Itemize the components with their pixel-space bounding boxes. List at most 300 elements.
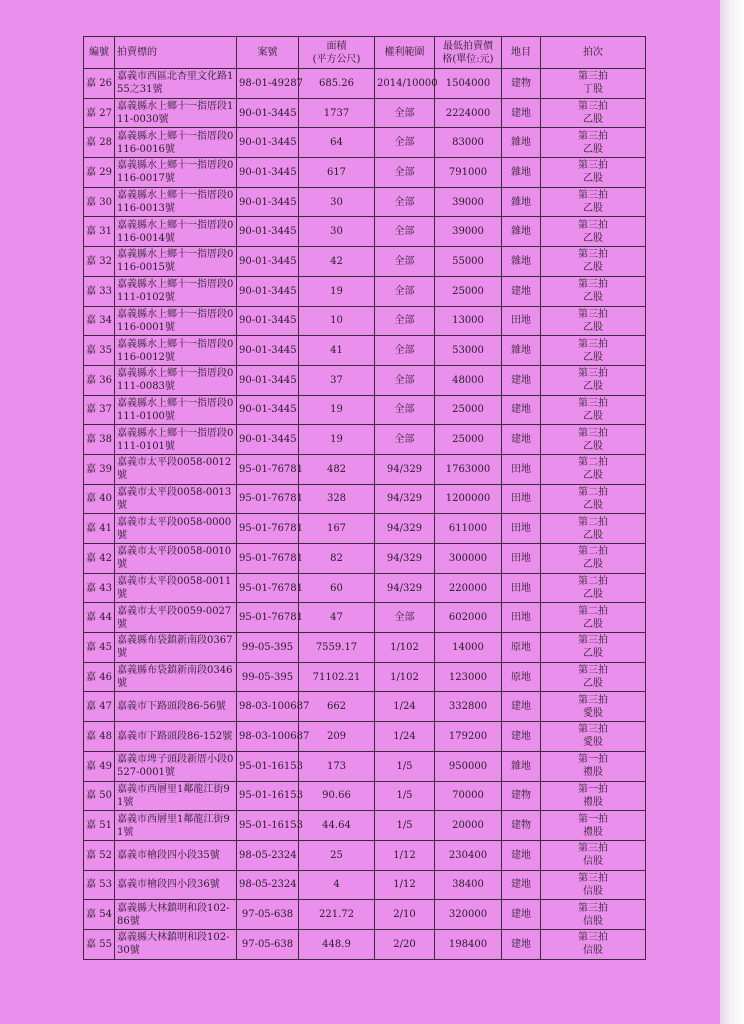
rights-scope: 94/329 (375, 454, 435, 484)
lot-number: 嘉 34 (84, 306, 115, 336)
area-value: 30 (299, 217, 375, 247)
court-division: 乙股 (583, 529, 603, 541)
lot-number: 嘉 30 (84, 187, 115, 217)
case-number: 95-01-16153 (237, 781, 299, 811)
table-row (84, 840, 646, 870)
court-division: 乙股 (583, 678, 603, 690)
rights-scope: 全部 (375, 306, 435, 336)
case-number: 98-01-49287 (237, 69, 299, 99)
header-row (84, 37, 646, 69)
round-label: 第三拍 (578, 694, 608, 706)
land-category: 田地 (502, 514, 541, 544)
round-label: 第三拍 (578, 130, 608, 142)
table-row (84, 722, 646, 752)
auction-round (541, 870, 646, 900)
auction-round (541, 217, 646, 247)
rights-scope: 1/102 (375, 662, 435, 692)
table-row (84, 365, 646, 395)
court-division: 乙股 (583, 321, 603, 333)
table-row (84, 217, 646, 247)
area-value: 662 (299, 692, 375, 722)
header-target: 拍賣標的 (115, 37, 237, 69)
rights-scope: 94/329 (375, 514, 435, 544)
case-number: 98-03-100687 (237, 722, 299, 752)
case-number: 90-01-3445 (237, 217, 299, 247)
court-division: 乙股 (583, 648, 603, 660)
rights-scope: 94/329 (375, 484, 435, 514)
auction-target: 嘉義縣水上鄉十一指厝段0116-0013號 (115, 187, 237, 217)
auction-round (541, 929, 646, 959)
table-row (84, 514, 646, 544)
auction-round (541, 781, 646, 811)
rights-scope: 全部 (375, 158, 435, 188)
lot-number: 嘉 36 (84, 365, 115, 395)
lot-number: 嘉 31 (84, 217, 115, 247)
minimum-price: 20000 (435, 811, 502, 841)
auction-round (541, 454, 646, 484)
table-row (84, 544, 646, 574)
case-number: 95-01-76781 (237, 544, 299, 574)
round-label: 第三拍 (578, 872, 608, 884)
auction-round (541, 692, 646, 722)
auction-table (83, 36, 646, 960)
round-label: 第三拍 (578, 71, 608, 83)
rights-scope: 全部 (375, 425, 435, 455)
land-category: 建地 (502, 98, 541, 128)
auction-round (541, 306, 646, 336)
round-label: 第三拍 (578, 843, 608, 855)
land-category: 原地 (502, 633, 541, 663)
rights-scope: 94/329 (375, 544, 435, 574)
area-value: 167 (299, 514, 375, 544)
court-division: 乙股 (583, 589, 603, 601)
rights-scope: 全部 (375, 336, 435, 366)
table-row (84, 128, 646, 158)
area-value: 41 (299, 336, 375, 366)
lot-number: 嘉 54 (84, 900, 115, 930)
auction-round (541, 484, 646, 514)
header-area: 面積 (平方公尺) (299, 37, 375, 69)
auction-round (541, 603, 646, 633)
court-division: 乙股 (583, 232, 603, 244)
rights-scope: 全部 (375, 276, 435, 306)
court-division: 乙股 (583, 470, 603, 482)
auction-round (541, 633, 646, 663)
auction-target: 嘉義縣布袋鎮新南段0346號 (115, 662, 237, 692)
lot-number: 嘉 38 (84, 425, 115, 455)
header-price: 最低拍賣價 格(單位:元) (435, 37, 502, 69)
lot-number: 嘉 44 (84, 603, 115, 633)
round-label: 第一拍 (578, 783, 608, 795)
lot-number: 嘉 55 (84, 929, 115, 959)
area-value: 617 (299, 158, 375, 188)
lot-number: 嘉 49 (84, 751, 115, 781)
auction-target: 嘉義縣水上鄉十一指厝段0116-0016號 (115, 128, 237, 158)
table-row (84, 692, 646, 722)
round-label: 第二拍 (578, 516, 608, 528)
lot-number: 嘉 41 (84, 514, 115, 544)
auction-target: 嘉義市埤子頭段新厝小段0527-0001號 (115, 751, 237, 781)
round-label: 第三拍 (578, 160, 608, 172)
land-category: 建地 (502, 692, 541, 722)
area-value: 19 (299, 276, 375, 306)
auction-round (541, 158, 646, 188)
land-category: 建地 (502, 840, 541, 870)
court-division: 乙股 (583, 351, 603, 363)
lot-number: 嘉 50 (84, 781, 115, 811)
round-label: 第三拍 (578, 368, 608, 380)
minimum-price: 38400 (435, 870, 502, 900)
round-label: 第三拍 (578, 190, 608, 202)
case-number: 95-01-76781 (237, 484, 299, 514)
round-label: 第三拍 (578, 101, 608, 113)
table-row (84, 425, 646, 455)
minimum-price: 123000 (435, 662, 502, 692)
court-division: 信股 (583, 856, 603, 868)
auction-target: 嘉義市太平段0058-0013號 (115, 484, 237, 514)
rights-scope: 2/10 (375, 900, 435, 930)
court-division: 禮股 (583, 826, 603, 838)
rights-scope: 1/12 (375, 840, 435, 870)
land-category: 建地 (502, 722, 541, 752)
land-category: 雜地 (502, 247, 541, 277)
case-number: 95-01-16153 (237, 811, 299, 841)
area-value: 90.66 (299, 781, 375, 811)
paper-edge (720, 0, 744, 1024)
area-value: 482 (299, 454, 375, 484)
case-number: 90-01-3445 (237, 187, 299, 217)
table-row (84, 247, 646, 277)
area-value: 82 (299, 544, 375, 574)
case-number: 90-01-3445 (237, 128, 299, 158)
lot-number: 嘉 39 (84, 454, 115, 484)
auction-round (541, 128, 646, 158)
area-value: 47 (299, 603, 375, 633)
land-category: 雜地 (502, 217, 541, 247)
court-division: 乙股 (583, 173, 603, 185)
area-value: 685.26 (299, 69, 375, 99)
court-division: 乙股 (583, 143, 603, 155)
table-row (84, 811, 646, 841)
rights-scope: 全部 (375, 128, 435, 158)
lot-number: 嘉 45 (84, 633, 115, 663)
case-number: 90-01-3445 (237, 98, 299, 128)
auction-target: 嘉義市太平段0059-0027號 (115, 603, 237, 633)
rights-scope: 1/5 (375, 781, 435, 811)
round-label: 第三拍 (578, 724, 608, 736)
area-value: 209 (299, 722, 375, 752)
auction-target: 嘉義縣大林鎮明和段102-30號 (115, 929, 237, 959)
auction-target: 嘉義市太平段0058-0010號 (115, 544, 237, 574)
court-division: 乙股 (583, 559, 603, 571)
table-row (84, 633, 646, 663)
minimum-price: 48000 (435, 365, 502, 395)
round-label: 第三拍 (578, 665, 608, 677)
auction-round (541, 544, 646, 574)
area-value: 173 (299, 751, 375, 781)
auction-target: 嘉義縣水上鄉十一指厝段0111-0100號 (115, 395, 237, 425)
minimum-price: 950000 (435, 751, 502, 781)
table-row (84, 573, 646, 603)
table-body (84, 69, 646, 960)
table-row (84, 751, 646, 781)
lot-number: 嘉 28 (84, 128, 115, 158)
area-value: 1737 (299, 98, 375, 128)
minimum-price: 25000 (435, 395, 502, 425)
round-label: 第一拍 (578, 813, 608, 825)
auction-target: 嘉義市下路頭段86-152號 (115, 722, 237, 752)
land-category: 建地 (502, 425, 541, 455)
case-number: 95-01-76781 (237, 573, 299, 603)
case-number: 98-05-2324 (237, 840, 299, 870)
auction-round (541, 662, 646, 692)
auction-target: 嘉義市檜段四小段35號 (115, 840, 237, 870)
rights-scope: 94/329 (375, 573, 435, 603)
minimum-price: 791000 (435, 158, 502, 188)
case-number: 90-01-3445 (237, 247, 299, 277)
lot-number: 嘉 27 (84, 98, 115, 128)
auction-round (541, 811, 646, 841)
table-row (84, 336, 646, 366)
area-value: 221.72 (299, 900, 375, 930)
rights-scope: 全部 (375, 247, 435, 277)
area-value: 10 (299, 306, 375, 336)
land-category: 建物 (502, 811, 541, 841)
lot-number: 嘉 33 (84, 276, 115, 306)
lot-number: 嘉 37 (84, 395, 115, 425)
land-category: 雜地 (502, 336, 541, 366)
rights-scope: 1/5 (375, 751, 435, 781)
land-category: 田地 (502, 544, 541, 574)
round-label: 第二拍 (578, 486, 608, 498)
auction-round (541, 751, 646, 781)
minimum-price: 2224000 (435, 98, 502, 128)
rights-scope: 2/20 (375, 929, 435, 959)
minimum-price: 611000 (435, 514, 502, 544)
area-value: 328 (299, 484, 375, 514)
rights-scope: 2014/10000 (375, 69, 435, 99)
auction-round (541, 69, 646, 99)
minimum-price: 39000 (435, 217, 502, 247)
auction-round (541, 276, 646, 306)
table-row (84, 662, 646, 692)
minimum-price: 602000 (435, 603, 502, 633)
minimum-price: 83000 (435, 128, 502, 158)
case-number: 97-05-638 (237, 929, 299, 959)
table-row (84, 187, 646, 217)
lot-number: 嘉 40 (84, 484, 115, 514)
header-round: 拍次 (541, 37, 646, 69)
table-row (84, 276, 646, 306)
round-label: 第二拍 (578, 546, 608, 558)
lot-number: 嘉 32 (84, 247, 115, 277)
case-number: 90-01-3445 (237, 395, 299, 425)
round-label: 第三拍 (578, 249, 608, 261)
minimum-price: 1763000 (435, 454, 502, 484)
auction-target: 嘉義縣水上鄉十一指厝段0111-0083號 (115, 365, 237, 395)
case-number: 90-01-3445 (237, 306, 299, 336)
court-division: 乙股 (583, 440, 603, 452)
auction-target: 嘉義縣水上鄉十一指厝段0116-0001號 (115, 306, 237, 336)
auction-round (541, 336, 646, 366)
auction-target: 嘉義市西層里1鄰龍江街91號 (115, 811, 237, 841)
court-division: 乙股 (583, 499, 603, 511)
auction-target: 嘉義縣水上鄉十一指厝段0116-0014號 (115, 217, 237, 247)
round-label: 第三拍 (578, 427, 608, 439)
header-right: 權利範圍 (375, 37, 435, 69)
area-value: 19 (299, 395, 375, 425)
minimum-price: 25000 (435, 425, 502, 455)
area-value: 19 (299, 425, 375, 455)
area-value: 71102.21 (299, 662, 375, 692)
area-value: 64 (299, 128, 375, 158)
rights-scope: 1/24 (375, 722, 435, 752)
header-land: 地目 (502, 37, 541, 69)
minimum-price: 300000 (435, 544, 502, 574)
land-category: 雜地 (502, 158, 541, 188)
auction-target: 嘉義市太平段0058-0012號 (115, 454, 237, 484)
table-row (84, 158, 646, 188)
rights-scope: 全部 (375, 603, 435, 633)
land-category: 田地 (502, 573, 541, 603)
auction-round (541, 365, 646, 395)
minimum-price: 25000 (435, 276, 502, 306)
area-value: 60 (299, 573, 375, 603)
case-number: 90-01-3445 (237, 425, 299, 455)
land-category: 建地 (502, 870, 541, 900)
auction-round (541, 573, 646, 603)
court-division: 乙股 (583, 410, 603, 422)
header-case: 案號 (237, 37, 299, 69)
case-number: 90-01-3445 (237, 276, 299, 306)
table-row (84, 98, 646, 128)
table-row (84, 870, 646, 900)
auction-target: 嘉義市太平段0058-0000號 (115, 514, 237, 544)
minimum-price: 332800 (435, 692, 502, 722)
land-category: 雜地 (502, 187, 541, 217)
round-label: 第二拍 (578, 457, 608, 469)
table-row (84, 306, 646, 336)
land-category: 田地 (502, 484, 541, 514)
land-category: 建物 (502, 69, 541, 99)
minimum-price: 13000 (435, 306, 502, 336)
table-row (84, 484, 646, 514)
round-label: 第三拍 (578, 308, 608, 320)
round-label: 第三拍 (578, 279, 608, 291)
case-number: 99-05-395 (237, 633, 299, 663)
area-value: 25 (299, 840, 375, 870)
auction-target: 嘉義縣水上鄉十一指厝段0116-0017號 (115, 158, 237, 188)
court-division: 禮股 (583, 767, 603, 779)
round-label: 第一拍 (578, 754, 608, 766)
court-division: 乙股 (583, 114, 603, 126)
auction-round (541, 514, 646, 544)
header-no: 編號 (84, 37, 115, 69)
land-category: 原地 (502, 662, 541, 692)
lot-number: 嘉 43 (84, 573, 115, 603)
round-label: 第三拍 (578, 397, 608, 409)
table-row (84, 69, 646, 99)
auction-target: 嘉義市下路頭段86-56號 (115, 692, 237, 722)
round-label: 第三拍 (578, 902, 608, 914)
rights-scope: 1/5 (375, 811, 435, 841)
auction-target: 嘉義縣水上鄉十一指厝段0116-0012號 (115, 336, 237, 366)
court-division: 乙股 (583, 381, 603, 393)
rights-scope: 1/102 (375, 633, 435, 663)
minimum-price: 320000 (435, 900, 502, 930)
round-label: 第三拍 (578, 219, 608, 231)
rights-scope: 全部 (375, 187, 435, 217)
case-number: 90-01-3445 (237, 365, 299, 395)
land-category: 建地 (502, 900, 541, 930)
rights-scope: 全部 (375, 395, 435, 425)
area-value: 448.9 (299, 929, 375, 959)
auction-round (541, 425, 646, 455)
case-number: 98-05-2324 (237, 870, 299, 900)
table-row (84, 781, 646, 811)
auction-target: 嘉義縣水上鄉十一指厝段0111-0101號 (115, 425, 237, 455)
lot-number: 嘉 47 (84, 692, 115, 722)
auction-round (541, 840, 646, 870)
lot-number: 嘉 42 (84, 544, 115, 574)
minimum-price: 14000 (435, 633, 502, 663)
minimum-price: 70000 (435, 781, 502, 811)
court-division: 信股 (583, 915, 603, 927)
area-value: 44.64 (299, 811, 375, 841)
minimum-price: 220000 (435, 573, 502, 603)
land-category: 田地 (502, 454, 541, 484)
round-label: 第三拍 (578, 338, 608, 350)
auction-round (541, 247, 646, 277)
round-label: 第二拍 (578, 576, 608, 588)
auction-target: 嘉義縣大林鎮明和段102-86號 (115, 900, 237, 930)
case-number: 99-05-395 (237, 662, 299, 692)
table-row (84, 603, 646, 633)
auction-round (541, 395, 646, 425)
lot-number: 嘉 35 (84, 336, 115, 366)
table-row (84, 929, 646, 959)
auction-round (541, 722, 646, 752)
lot-number: 嘉 29 (84, 158, 115, 188)
land-category: 田地 (502, 603, 541, 633)
table-row (84, 454, 646, 484)
case-number: 98-03-100687 (237, 692, 299, 722)
area-value: 42 (299, 247, 375, 277)
auction-target: 嘉義縣布袋鎮新南段0367號 (115, 633, 237, 663)
court-division: 愛股 (583, 707, 603, 719)
area-value: 4 (299, 870, 375, 900)
rights-scope: 全部 (375, 98, 435, 128)
land-category: 建地 (502, 365, 541, 395)
case-number: 95-01-76781 (237, 514, 299, 544)
minimum-price: 1504000 (435, 69, 502, 99)
area-value: 30 (299, 187, 375, 217)
case-number: 90-01-3445 (237, 336, 299, 366)
court-division: 乙股 (583, 203, 603, 215)
minimum-price: 179200 (435, 722, 502, 752)
round-label: 第三拍 (578, 635, 608, 647)
lot-number: 嘉 53 (84, 870, 115, 900)
auction-target: 嘉義縣水上鄉十一指厝段0111-0102號 (115, 276, 237, 306)
case-number: 90-01-3445 (237, 158, 299, 188)
auction-target: 嘉義市太平段0058-0011號 (115, 573, 237, 603)
case-number: 95-01-76781 (237, 454, 299, 484)
auction-target: 嘉義縣水上鄉十一指厝段0116-0015號 (115, 247, 237, 277)
court-division: 禮股 (583, 796, 603, 808)
auction-target: 嘉義市檜段四小段36號 (115, 870, 237, 900)
court-division: 愛股 (583, 737, 603, 749)
rights-scope: 1/12 (375, 870, 435, 900)
